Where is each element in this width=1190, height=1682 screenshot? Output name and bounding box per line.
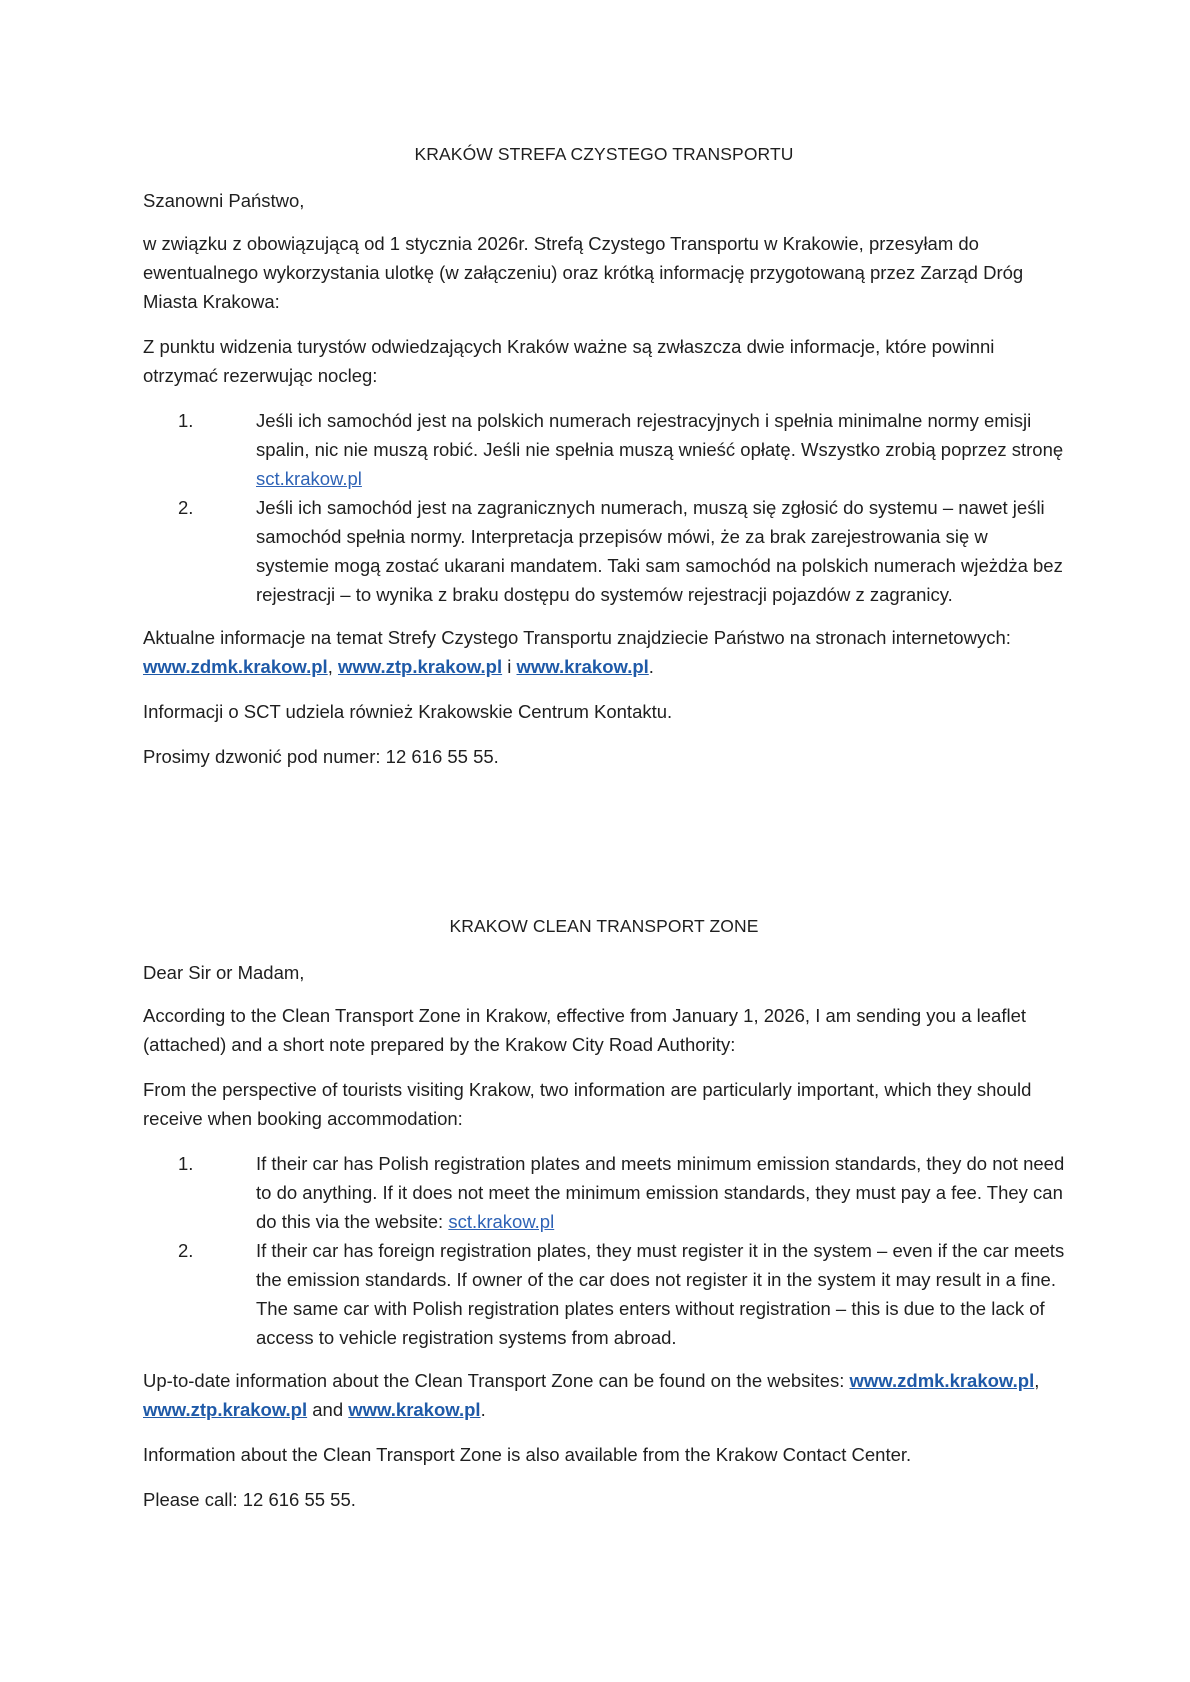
english-call: Please call: 12 616 55 55. bbox=[143, 1489, 356, 1510]
separator: and bbox=[307, 1399, 349, 1420]
polish-lead: Z punktu widzenia turystów odwiedzających Kraków ważne są zwłaszcza dwie informacje, które powinni otrzymać rezerwując nocleg: bbox=[143, 336, 995, 386]
updates-text: Aktualne informacje na temat Strefy Czystego Transportu znajdziecie Państwo na stronach internetowych: bbox=[143, 627, 1011, 648]
sct-link[interactable]: sct.krakow.pl bbox=[256, 468, 362, 489]
english-list bbox=[143, 1149, 1065, 1352]
polish-salutation: Szanowni Państwo, bbox=[143, 190, 305, 211]
polish-heading: KRAKÓW STREFA CZYSTEGO TRANSPORTU bbox=[414, 144, 794, 164]
english-salutation: Dear Sir or Madam, bbox=[143, 962, 305, 983]
ztp-link[interactable]: www.ztp.krakow.pl bbox=[143, 1399, 308, 1420]
period: . bbox=[648, 656, 654, 677]
zdmk-link[interactable]: www.zdmk.krakow.pl bbox=[849, 1370, 1035, 1391]
english-list-item-1 bbox=[143, 1149, 1065, 1236]
period: . bbox=[480, 1399, 486, 1420]
polish-intro: w związku z obowiązującą od 1 stycznia 2026r. Strefą Czystego Transportu w Krakowie, przesyłam do ewentualnego wykorzystania ulotkę (w załączeniu) oraz krótką informację przygotowaną przez Zarząd Dróg Miasta Krakowa: bbox=[143, 233, 1024, 312]
list-number: 2. bbox=[178, 1240, 194, 1261]
list-number: 1. bbox=[178, 410, 194, 431]
english-contact: Information about the Clean Transport Zone is also available from the Krakow Contact Center. bbox=[143, 1444, 912, 1465]
sct-link[interactable]: sct.krakow.pl bbox=[448, 1211, 555, 1232]
english-intro: According to the Clean Transport Zone in Krakow, effective from January 1, 2026, I am sending you a leaflet (attached) and a short note prepared by the Krakow City Road Authority: bbox=[143, 1005, 1027, 1055]
polish-contact: Informacji o SCT udziela również Krakowskie Centrum Kontaktu. bbox=[143, 701, 673, 722]
krakow-link[interactable]: www.krakow.pl bbox=[348, 1399, 481, 1420]
list-item-text: If their car has Polish registration plates and meets minimum emission standards, they do not need to do anything. If it does not meet the minimum emission standards, they must pay a fee. They can do this via the website: bbox=[256, 1153, 1065, 1232]
polish-list-item-1 bbox=[143, 406, 1065, 493]
polish-call: Prosimy dzwonić pod numer: 12 616 55 55. bbox=[143, 746, 499, 767]
ztp-link[interactable]: www.ztp.krakow.pl bbox=[337, 656, 503, 677]
separator: i bbox=[502, 656, 517, 677]
polish-section bbox=[143, 142, 1065, 787]
krakow-link[interactable]: www.krakow.pl bbox=[516, 656, 649, 677]
polish-list bbox=[143, 406, 1065, 609]
english-section bbox=[143, 914, 1065, 1530]
english-updates bbox=[143, 1366, 1065, 1424]
list-number: 2. bbox=[178, 497, 194, 518]
english-list-item-2 bbox=[143, 1236, 1065, 1352]
polish-updates bbox=[143, 623, 1065, 681]
polish-list-item-2 bbox=[143, 493, 1065, 609]
list-number: 1. bbox=[178, 1153, 194, 1174]
list-item-text: Jeśli ich samochód jest na polskich numerach rejestracyjnych i spełnia minimalne normy emisji spalin, nic nie muszą robić. Jeśli nie spełnia muszą wnieść opłatę. Wszystko zrobią poprzez stronę bbox=[256, 410, 1064, 460]
updates-text: Up-to-date information about the Clean Transport Zone can be found on the websites: bbox=[143, 1370, 850, 1391]
english-heading: KRAKOW CLEAN TRANSPORT ZONE bbox=[449, 916, 759, 936]
zdmk-link[interactable]: www.zdmk.krakow.pl bbox=[143, 656, 328, 677]
separator: , bbox=[1034, 1370, 1040, 1391]
list-item-text: If their car has foreign registration plates, they must register it in the system – even if the car meets the emission standards. If owner of the car does not register it in the system it may result in a fine. The same car with Polish registration plates enters without registration – this is due to the lack of access to vehicle registration systems from abroad. bbox=[256, 1240, 1065, 1348]
list-item-text: Jeśli ich samochód jest na zagranicznych numerach, muszą się zgłosić do systemu – nawet jeśli samochód spełnia normy. Interpretacja przepisów mówi, że za brak zarejestrowania się w systemie mogą zostać ukarani mandatem. Taki sam samochód na polskich numerach wjeżdża bez rejestracji – to wynika z braku dostępu do systemów rejestracji pojazdów z zagranicy. bbox=[256, 497, 1063, 605]
separator: , bbox=[327, 656, 338, 677]
english-lead: From the perspective of tourists visiting Krakow, two information are particularly important, which they should receive when booking accommodation: bbox=[143, 1079, 1032, 1129]
